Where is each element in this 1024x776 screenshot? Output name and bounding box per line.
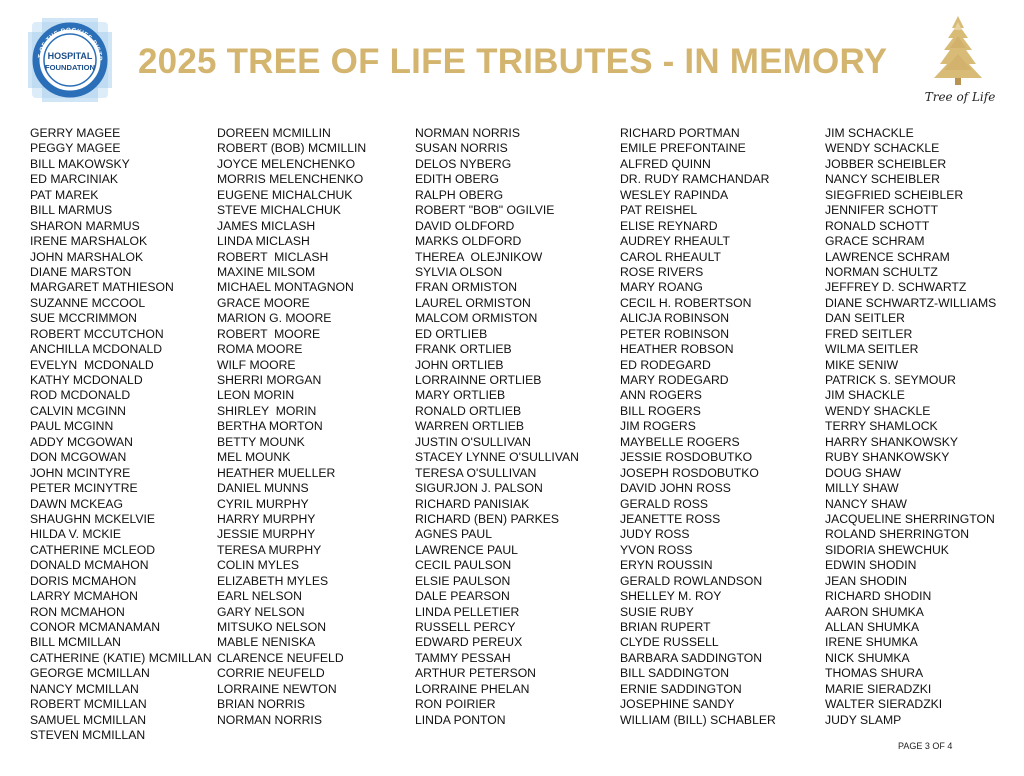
tribute-name: CECIL PAULSON bbox=[415, 558, 512, 573]
tribute-name: SUZANNE MCCOOL bbox=[30, 295, 146, 310]
tribute-name: DAVID JOHN ROSS bbox=[620, 481, 731, 496]
tribute-name: WENDY SCHACKLE bbox=[825, 141, 940, 156]
tribute-name: RICHARD (BEN) PARKES bbox=[415, 511, 560, 526]
tribute-name: TERESA O'SULLIVAN bbox=[415, 465, 537, 480]
tribute-name: ROBERT MOORE bbox=[217, 326, 321, 341]
tribute-name: DIANE MARSTON bbox=[30, 264, 132, 279]
tribute-name: JOYCE MELENCHENKO bbox=[217, 156, 356, 171]
tribute-name: ERNIE SADDINGTON bbox=[620, 681, 742, 696]
tribute-name: MICHAEL MONTAGNON bbox=[217, 280, 354, 295]
tribute-name: SHAUGHN MCKELVIE bbox=[30, 511, 156, 526]
tribute-name: JEAN SHODIN bbox=[825, 573, 907, 588]
tree-of-life-caption: Tree of Life bbox=[924, 90, 996, 104]
tribute-name: RON POIRIER bbox=[415, 697, 496, 712]
tribute-name: TERRY SHAMLOCK bbox=[825, 419, 938, 434]
tribute-name: KATHY MCDONALD bbox=[30, 373, 143, 387]
tribute-name: NORMAN NORRIS bbox=[217, 712, 322, 727]
tribute-name: STACEY LYNNE O'SULLIVAN bbox=[415, 450, 579, 465]
name-column-4 bbox=[620, 126, 776, 728]
tribute-name: ADDY MCGOWAN bbox=[30, 434, 133, 449]
tribute-name: BILL SADDINGTON bbox=[620, 666, 730, 681]
tribute-name: ROBERT "BOB" OGILVIE bbox=[415, 203, 555, 218]
tribute-name: JIM SHACKLE bbox=[825, 388, 905, 403]
logo-line2: FOUNDATION bbox=[44, 63, 96, 72]
tribute-name: CLARENCE NEUFELD bbox=[217, 650, 344, 665]
tribute-name: ELSIE PAULSON bbox=[415, 573, 511, 588]
tribute-name: ED ORTLIEB bbox=[415, 326, 488, 341]
tribute-name: ELIZABETH MYLES bbox=[217, 573, 329, 588]
tribute-name: NANCY MCMILLAN bbox=[30, 681, 139, 696]
tribute-name: RONALD ORTLIEB bbox=[415, 403, 522, 418]
tribute-name: JOHN MCINTYRE bbox=[30, 465, 131, 480]
tribute-name: DON MCGOWAN bbox=[30, 450, 127, 465]
tribute-name: GRACE MOORE bbox=[217, 295, 310, 310]
tribute-name: DOUG SHAW bbox=[825, 465, 902, 480]
tribute-name: YVON ROSS bbox=[620, 542, 693, 557]
tribute-name: RALPH OBERG bbox=[415, 187, 504, 202]
tribute-name: DORIS MCMAHON bbox=[30, 573, 137, 588]
tribute-name: DONALD MCMAHON bbox=[30, 558, 149, 573]
tribute-name: CYRIL MURPHY bbox=[217, 496, 309, 511]
name-column-2 bbox=[217, 126, 366, 728]
tribute-name: LINDA PONTON bbox=[415, 712, 506, 727]
tribute-name: DAN SEITLER bbox=[825, 311, 905, 326]
tribute-name: ELISE REYNARD bbox=[620, 218, 718, 233]
tribute-name: LAWRENCE PAUL bbox=[415, 542, 518, 557]
tribute-name: CONOR MCMANAMAN bbox=[30, 620, 160, 634]
tribute-name: MARION G. MOORE bbox=[217, 311, 332, 326]
tribute-name: SAMUEL MCMILLAN bbox=[30, 712, 147, 727]
tribute-name: IRENE SHUMKA bbox=[825, 635, 918, 650]
tribute-name: ED RODEGARD bbox=[620, 357, 711, 372]
tribute-name: JOHN ORTLIEB bbox=[415, 357, 504, 372]
tribute-name: LARRY MCMAHON bbox=[30, 589, 138, 604]
tribute-name: EDWARD PEREUX bbox=[415, 635, 523, 650]
tribute-name: LORRAINNE ORTLIEB bbox=[415, 373, 542, 387]
name-column-5 bbox=[825, 126, 996, 728]
tribute-name: WILLIAM (BILL) SCHABLER bbox=[620, 712, 776, 727]
tribute-name: NANCY SHAW bbox=[825, 496, 907, 511]
tribute-name: DELOS NYBERG bbox=[415, 156, 512, 171]
tribute-name: MEL MOUNK bbox=[217, 450, 291, 465]
tribute-name: ROMA MOORE bbox=[217, 342, 303, 357]
tribute-name: JUDY ROSS bbox=[620, 527, 690, 542]
tribute-name: DIANE SCHWARTZ-WILLIAMS bbox=[825, 295, 997, 310]
tribute-name: BILL MAKOWSKY bbox=[30, 156, 130, 171]
tribute-name: ED MARCINIAK bbox=[30, 172, 119, 187]
tribute-name: FRANK ORTLIEB bbox=[415, 342, 512, 357]
tribute-name: GERRY MAGEE bbox=[30, 126, 121, 140]
tribute-name: SHERRI MORGAN bbox=[217, 373, 322, 387]
tribute-name: JEANETTE ROSS bbox=[620, 511, 721, 526]
tribute-name: RICHARD PORTMAN bbox=[620, 126, 740, 140]
tribute-name: JENNIFER SCHOTT bbox=[825, 203, 939, 218]
tribute-name: RUBY SHANKOWSKY bbox=[825, 450, 950, 465]
tribute-name: ANN ROGERS bbox=[620, 388, 702, 403]
tribute-name: MIKE SENIW bbox=[825, 357, 899, 372]
tribute-name: ROSE RIVERS bbox=[620, 264, 704, 279]
tribute-name: ROBERT MCMILLAN bbox=[30, 697, 147, 712]
tribute-name: ANCHILLA MCDONALD bbox=[30, 342, 163, 357]
tribute-name: PETER MCINYTRE bbox=[30, 481, 138, 496]
tribute-name: WARREN ORTLIEB bbox=[415, 419, 525, 434]
tribute-name: CATHERINE MCLEOD bbox=[30, 542, 156, 557]
tribute-name: EDITH OBERG bbox=[415, 172, 499, 187]
tribute-name: LAUREL ORMISTON bbox=[415, 295, 531, 310]
name-column-3 bbox=[415, 126, 579, 728]
tribute-name: ROBERT MICLASH bbox=[217, 249, 329, 264]
tribute-name: ARTHUR PETERSON bbox=[415, 666, 536, 681]
tribute-name: CLYDE RUSSELL bbox=[620, 635, 719, 650]
tribute-name: SIDORIA SHEWCHUK bbox=[825, 542, 949, 557]
tribute-name: RONALD SCHOTT bbox=[825, 218, 930, 233]
tribute-name: MARY ROANG bbox=[620, 280, 703, 295]
tribute-name: MARY ORTLIEB bbox=[415, 388, 506, 403]
tribute-name: EDWIN SHODIN bbox=[825, 558, 917, 573]
tribute-name: MARGARET MATHIESON bbox=[30, 280, 174, 295]
tribute-name: JACQUELINE SHERRINGTON bbox=[825, 511, 995, 526]
tribute-name: JUDY SLAMP bbox=[825, 712, 902, 727]
tribute-name: NORMAN NORRIS bbox=[415, 126, 520, 140]
tribute-name: AUDREY RHEAULT bbox=[620, 234, 730, 249]
logo-line1: HOSPITAL bbox=[47, 51, 93, 61]
hospital-foundation-logo-icon bbox=[28, 18, 112, 102]
tribute-name: JOHN MARSHALOK bbox=[30, 249, 144, 264]
tribute-name: LORRAINE NEWTON bbox=[217, 681, 337, 696]
tribute-name: LEON MORIN bbox=[217, 388, 295, 403]
tribute-name: THOMAS SHURA bbox=[825, 666, 924, 681]
tribute-name: TERESA MURPHY bbox=[217, 542, 322, 557]
tribute-name: AARON SHUMKA bbox=[825, 604, 924, 619]
tribute-name: TAMMY PESSAH bbox=[415, 650, 511, 665]
tribute-name: DAVID OLDFORD bbox=[415, 218, 515, 233]
tribute-name: CAROL RHEAULT bbox=[620, 249, 721, 264]
tribute-name: MAYBELLE ROGERS bbox=[620, 434, 740, 449]
tribute-name: MAXINE MILSOM bbox=[217, 264, 316, 279]
tribute-name: ALICJA ROBINSON bbox=[620, 311, 730, 326]
tribute-name: MITSUKO NELSON bbox=[217, 620, 327, 634]
tribute-name: PATRICK S. SEYMOUR bbox=[825, 373, 956, 387]
tribute-name: ROBERT (BOB) MCMILLIN bbox=[217, 141, 367, 156]
tribute-name: WALTER SIERADZKI bbox=[825, 697, 943, 712]
tribute-name: ALLAN SHUMKA bbox=[825, 620, 920, 634]
tribute-name: PAT REISHEL bbox=[620, 203, 698, 218]
page-number: PAGE 3 OF 4 bbox=[898, 741, 953, 751]
tribute-name: ROBERT MCCUTCHON bbox=[30, 326, 164, 341]
tribute-name: RON MCMAHON bbox=[30, 604, 125, 619]
tribute-name: ROLAND SHERRINGTON bbox=[825, 527, 970, 542]
tribute-name: BRIAN NORRIS bbox=[217, 697, 306, 712]
tribute-name: JOSEPH ROSDOBUTKO bbox=[620, 465, 759, 480]
tribute-name: BETTY MOUNK bbox=[217, 434, 305, 449]
tribute-name: CECIL H. ROBERTSON bbox=[620, 295, 752, 310]
tribute-name: PAUL MCGINN bbox=[30, 419, 114, 434]
tribute-name: BERTHA MORTON bbox=[217, 419, 323, 434]
tribute-name: SUSAN NORRIS bbox=[415, 141, 508, 156]
tribute-name: EMILE PREFONTAINE bbox=[620, 141, 746, 156]
tribute-name: NICK SHUMKA bbox=[825, 650, 910, 665]
tribute-name: WESLEY RAPINDA bbox=[620, 187, 729, 202]
tribute-name: DALE PEARSON bbox=[415, 589, 510, 604]
tribute-name: DR. RUDY RAMCHANDAR bbox=[620, 172, 770, 187]
tribute-name: EUGENE MICHALCHUK bbox=[217, 187, 353, 202]
tribute-name: BILL MCMILLAN bbox=[30, 635, 121, 650]
name-column-1 bbox=[30, 126, 212, 744]
tribute-name: SIEGFRIED SCHEIBLER bbox=[825, 187, 964, 202]
svg-text:EAST OF THE ROCKIES DISTRICT: T OF THE ROCKIES DISTR bbox=[37, 26, 104, 62]
tribute-name: MARIE SIERADZKI bbox=[825, 681, 932, 696]
tribute-name: STEVEN MCMILLAN bbox=[30, 728, 146, 743]
tribute-name: JOBBER SCHEIBLER bbox=[825, 156, 947, 171]
tribute-name: MARY RODEGARD bbox=[620, 373, 729, 387]
tribute-name: PEGGY MAGEE bbox=[30, 141, 121, 156]
tribute-name: MABLE NENISKA bbox=[217, 635, 316, 650]
tribute-name: JESSIE ROSDOBUTKO bbox=[620, 450, 753, 465]
tribute-name: RICHARD SHODIN bbox=[825, 589, 932, 604]
tribute-name: MARKS OLDFORD bbox=[415, 234, 522, 249]
tribute-name: DANIEL MUNNS bbox=[217, 481, 309, 496]
tribute-name: GARY NELSON bbox=[217, 604, 305, 619]
tribute-name: WILMA SEITLER bbox=[825, 342, 919, 357]
tribute-name: HEATHER MUELLER bbox=[217, 465, 336, 480]
tribute-name: CATHERINE (KATIE) MCMILLAN bbox=[30, 650, 212, 665]
tribute-name: RUSSELL PERCY bbox=[415, 620, 516, 634]
tribute-name: PAT MAREK bbox=[30, 187, 99, 202]
tribute-name: BARBARA SADDINGTON bbox=[620, 650, 762, 665]
tribute-name: GEORGE MCMILLAN bbox=[30, 666, 150, 681]
tribute-name: JEFFREY D. SCHWARTZ bbox=[825, 280, 967, 295]
tribute-name: MILLY SHAW bbox=[825, 481, 899, 496]
tribute-name: RICHARD PANISIAK bbox=[415, 496, 530, 511]
tribute-name: HEATHER ROBSON bbox=[620, 342, 734, 357]
tribute-name: SIGURJON J. PALSON bbox=[415, 481, 543, 496]
tribute-name: SHIRLEY MORIN bbox=[217, 403, 317, 418]
tribute-name: COLIN MYLES bbox=[217, 558, 299, 573]
tribute-name: LINDA MICLASH bbox=[217, 234, 310, 249]
tribute-name: PETER ROBINSON bbox=[620, 326, 730, 341]
tribute-name: GERALD ROWLANDSON bbox=[620, 573, 763, 588]
tribute-name: JIM SCHACKLE bbox=[825, 126, 914, 140]
tribute-name: STEVE MICHALCHUK bbox=[217, 203, 341, 218]
tribute-name: CORRIE NEUFELD bbox=[217, 666, 325, 681]
tribute-name: THEREA OLEJNIKOW bbox=[415, 249, 543, 264]
tribute-name: GERALD ROSS bbox=[620, 496, 709, 511]
pine-tree-icon bbox=[928, 14, 988, 86]
tribute-name: LINDA PELLETIER bbox=[415, 604, 520, 619]
tribute-name: JOSEPHINE SANDY bbox=[620, 697, 735, 712]
page-title: 2025 TREE OF LIFE TRIBUTES - IN MEMORY bbox=[138, 42, 888, 81]
tribute-name: BRIAN RUPERT bbox=[620, 620, 711, 634]
tribute-name: ROD MCDONALD bbox=[30, 388, 131, 403]
tribute-name: SYLVIA OLSON bbox=[415, 264, 503, 279]
tribute-name: WENDY SHACKLE bbox=[825, 403, 931, 418]
tribute-name: MALCOM ORMISTON bbox=[415, 311, 538, 326]
tribute-name: HILDA V. MCKIE bbox=[30, 527, 121, 542]
tribute-name: GRACE SCHRAM bbox=[825, 234, 925, 249]
tribute-name: SHARON MARMUS bbox=[30, 218, 140, 233]
tribute-name: CALVIN MCGINN bbox=[30, 403, 126, 418]
tribute-name: LAWRENCE SCHRAM bbox=[825, 249, 950, 264]
tribute-name: ERYN ROUSSIN bbox=[620, 558, 713, 573]
tribute-name: JIM ROGERS bbox=[620, 419, 696, 434]
tribute-name: WILF MOORE bbox=[217, 357, 296, 372]
tribute-name: FRED SEITLER bbox=[825, 326, 913, 341]
tribute-name: ALFRED QUINN bbox=[620, 156, 711, 171]
tribute-name: FRAN ORMISTON bbox=[415, 280, 518, 295]
tribute-name: IRENE MARSHALOK bbox=[30, 234, 148, 249]
tribute-name: HARRY MURPHY bbox=[217, 511, 316, 526]
tribute-name: EARL NELSON bbox=[217, 589, 302, 604]
tribute-name: SUSIE RUBY bbox=[620, 604, 694, 619]
tribute-name: LORRAINE PHELAN bbox=[415, 681, 530, 696]
hospital-foundation-logo bbox=[28, 18, 112, 102]
tribute-name: BILL ROGERS bbox=[620, 403, 701, 418]
tribute-name: AGNES PAUL bbox=[415, 527, 492, 542]
tribute-name: JUSTIN O'SULLIVAN bbox=[415, 434, 531, 449]
tribute-name: DOREEN MCMILLIN bbox=[217, 126, 331, 140]
tribute-name: DAWN MCKEAG bbox=[30, 496, 123, 511]
tribute-name: BILL MARMUS bbox=[30, 203, 113, 218]
tribute-name: JAMES MICLASH bbox=[217, 218, 316, 233]
tribute-name: EVELYN MCDONALD bbox=[30, 357, 154, 372]
tribute-name: HARRY SHANKOWSKY bbox=[825, 434, 958, 449]
tribute-name: NORMAN SCHULTZ bbox=[825, 264, 938, 279]
tribute-name: SHELLEY M. ROY bbox=[620, 589, 722, 604]
tribute-name: SUE MCCRIMMON bbox=[30, 311, 137, 326]
tribute-name: JESSIE MURPHY bbox=[217, 527, 316, 542]
tribute-name: NANCY SCHEIBLER bbox=[825, 172, 940, 187]
tribute-name: MORRIS MELENCHENKO bbox=[217, 172, 364, 187]
